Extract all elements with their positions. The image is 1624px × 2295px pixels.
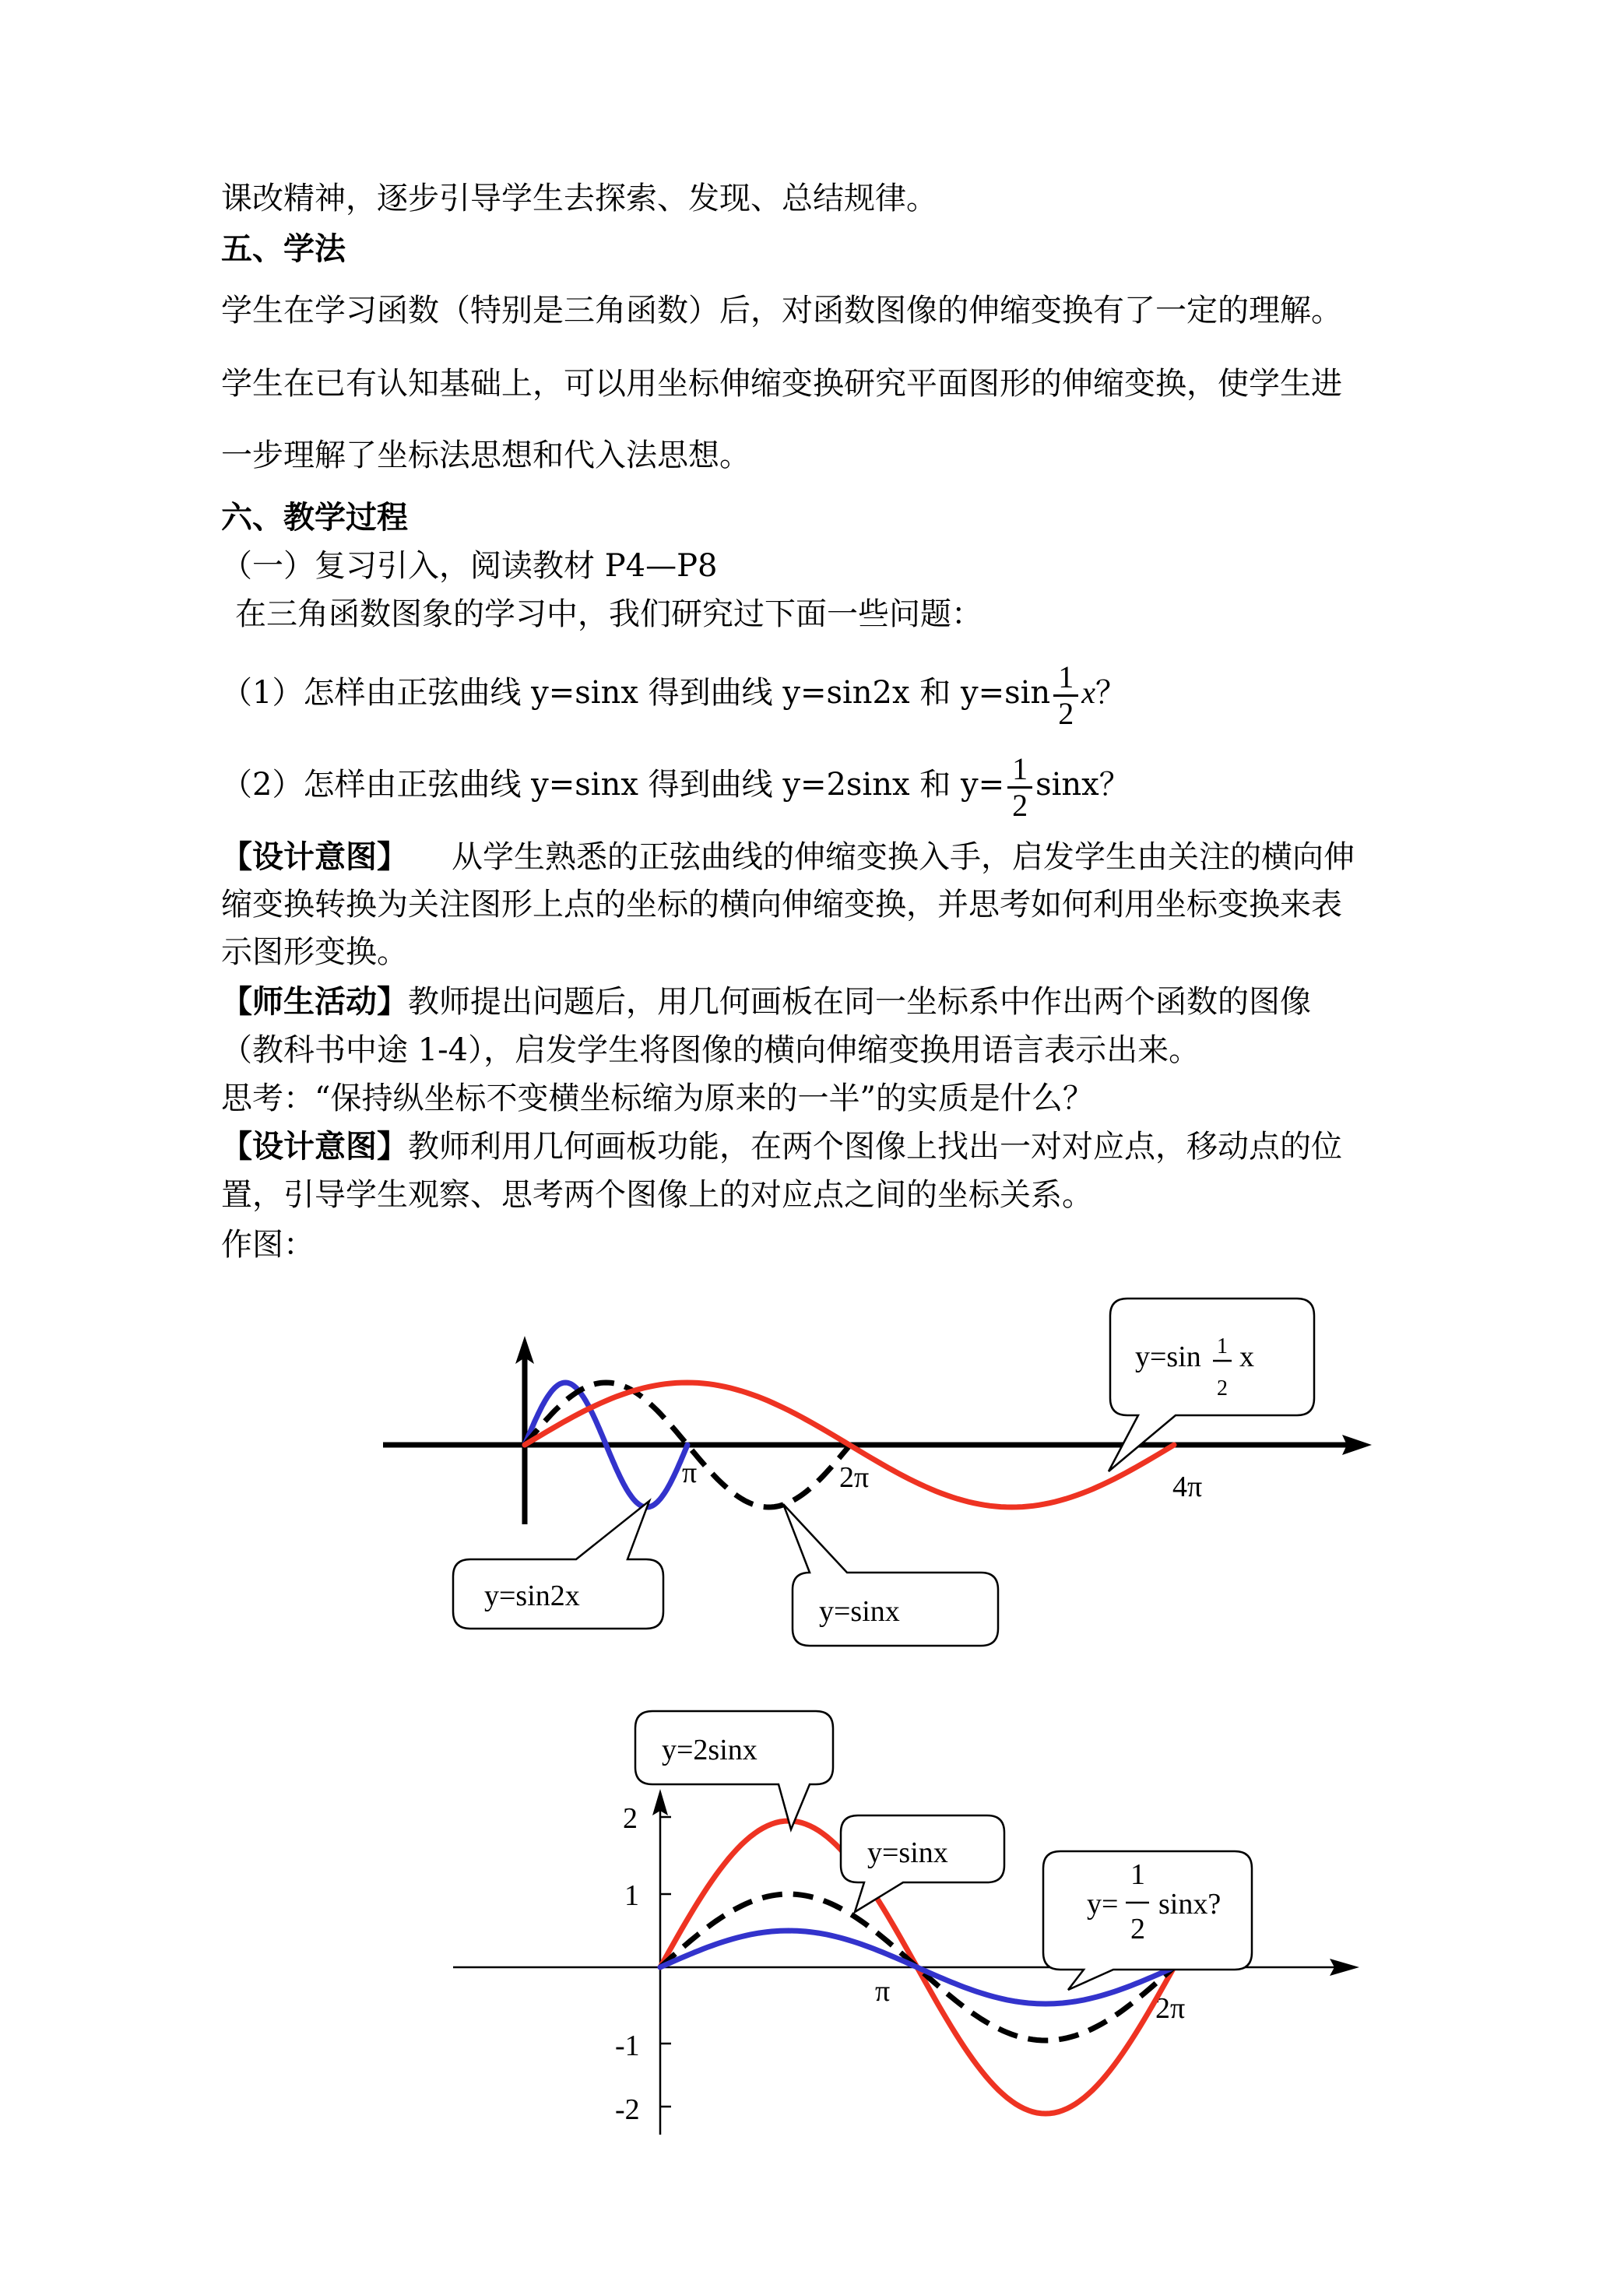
callout-half-num: 1 xyxy=(1130,1858,1145,1891)
x-tick-pi: π xyxy=(875,1975,891,2008)
callout-sin2x-label: y=sin2x xyxy=(484,1580,580,1612)
section-heading-study-method: 五、学法 xyxy=(221,230,346,267)
y-tick-2: 2 xyxy=(623,1802,638,1835)
y-tick-minus-1: -1 xyxy=(615,2030,640,2062)
y-tick-1: 1 xyxy=(624,1879,639,1912)
tick-label-pi: π xyxy=(682,1457,698,1489)
callout-half-sinx xyxy=(1043,1851,1252,1990)
text-line: 学生在学习函数（特别是三角函数）后，对函数图像的伸缩变换有了一定的理解。 xyxy=(221,293,1342,329)
section-heading-process: 六、教学过程 xyxy=(221,499,408,536)
question-2-end: sinx？ xyxy=(1035,767,1130,803)
callout-sinx-label: y=sinx xyxy=(867,1836,948,1869)
text-line: 教师利用几何画板功能，在两个图像上找出一对对应点，移动点的位 xyxy=(408,1129,1342,1165)
fraction-half: $\frac{1}{2}$ xyxy=(1007,752,1032,823)
question-2-text: （2）怎样由正弦曲线 y=sinx 得到曲线 y=2sinx 和 y= xyxy=(221,767,1005,803)
text-line: 课改精神，逐步引导学生去探索、发现、总结规律。 xyxy=(221,181,937,216)
callout-sin-half-num: 1 xyxy=(1217,1334,1228,1358)
callout-2sinx-label: y=2sinx xyxy=(662,1734,758,1766)
callout-sin-half-pre: y=sin xyxy=(1135,1341,1201,1373)
design-intent-tag: 【设计意图】 xyxy=(221,838,408,875)
tick-label-4pi: 4π xyxy=(1172,1471,1203,1503)
text-line: 从学生熟悉的正弦曲线的伸缩变换入手，启发学生由关注的横向伸 xyxy=(452,839,1355,875)
text-line: 教师提出问题后，用几何画板在同一坐标系中作出两个函数的图像 xyxy=(408,984,1311,1020)
callout-sin-half-den: 2 xyxy=(1217,1376,1228,1401)
draw-label: 作图： xyxy=(221,1227,315,1263)
text-line: 示图形变换。 xyxy=(221,934,408,970)
activity-tag: 【师生活动】 xyxy=(221,983,408,1020)
fraction-half: $\frac{1}{2}$ xyxy=(1053,660,1078,731)
design-intent-tag: 【设计意图】 xyxy=(221,1128,408,1165)
text-line: 缩变换转换为关注图形上点的坐标的横向伸缩变换，并思考如何利用坐标变换来表 xyxy=(221,887,1342,923)
callout-half-post: sinx? xyxy=(1158,1888,1222,1921)
think-question: 思考：“保持纵坐标不变横坐标缩为原来的一半”的实质是什么？ xyxy=(221,1081,1094,1116)
y-tick-minus-2: -2 xyxy=(615,2093,640,2126)
text-line: 在三角函数图象的学习中，我们研究过下面一些问题： xyxy=(235,596,982,632)
variable-x: x xyxy=(1081,675,1095,710)
tick-label-2pi: 2π xyxy=(839,1461,870,1494)
callout-half-pre: y= xyxy=(1087,1888,1119,1921)
callout-half-den: 2 xyxy=(1130,1913,1145,1945)
callout-sinx-label: y=sinx xyxy=(819,1595,900,1628)
callout-sin-half-post: x xyxy=(1239,1341,1254,1373)
text-line: 学生在已有认知基础上，可以用坐标伸缩变换研究平面图形的伸缩变换，使学生进 xyxy=(221,366,1342,402)
subsection-title: （一）复习引入，阅读教材 P4—P8 xyxy=(221,548,718,584)
question-mark: ？ xyxy=(1095,675,1127,711)
question-1-text: （1）怎样由正弦曲线 y=sinx 得到曲线 y=sin2x 和 y=sin xyxy=(221,675,1051,711)
text-line: 一步理解了坐标法思想和代入法思想。 xyxy=(221,438,750,473)
text-line: （教科书中途 1-4），启发学生将图像的横向伸缩变换用语言表示出来。 xyxy=(221,1032,1200,1068)
x-tick-2pi: 2π xyxy=(1155,1992,1186,2025)
text-line: 置，引导学生观察、思考两个图像上的对应点之间的坐标关系。 xyxy=(221,1177,1093,1213)
